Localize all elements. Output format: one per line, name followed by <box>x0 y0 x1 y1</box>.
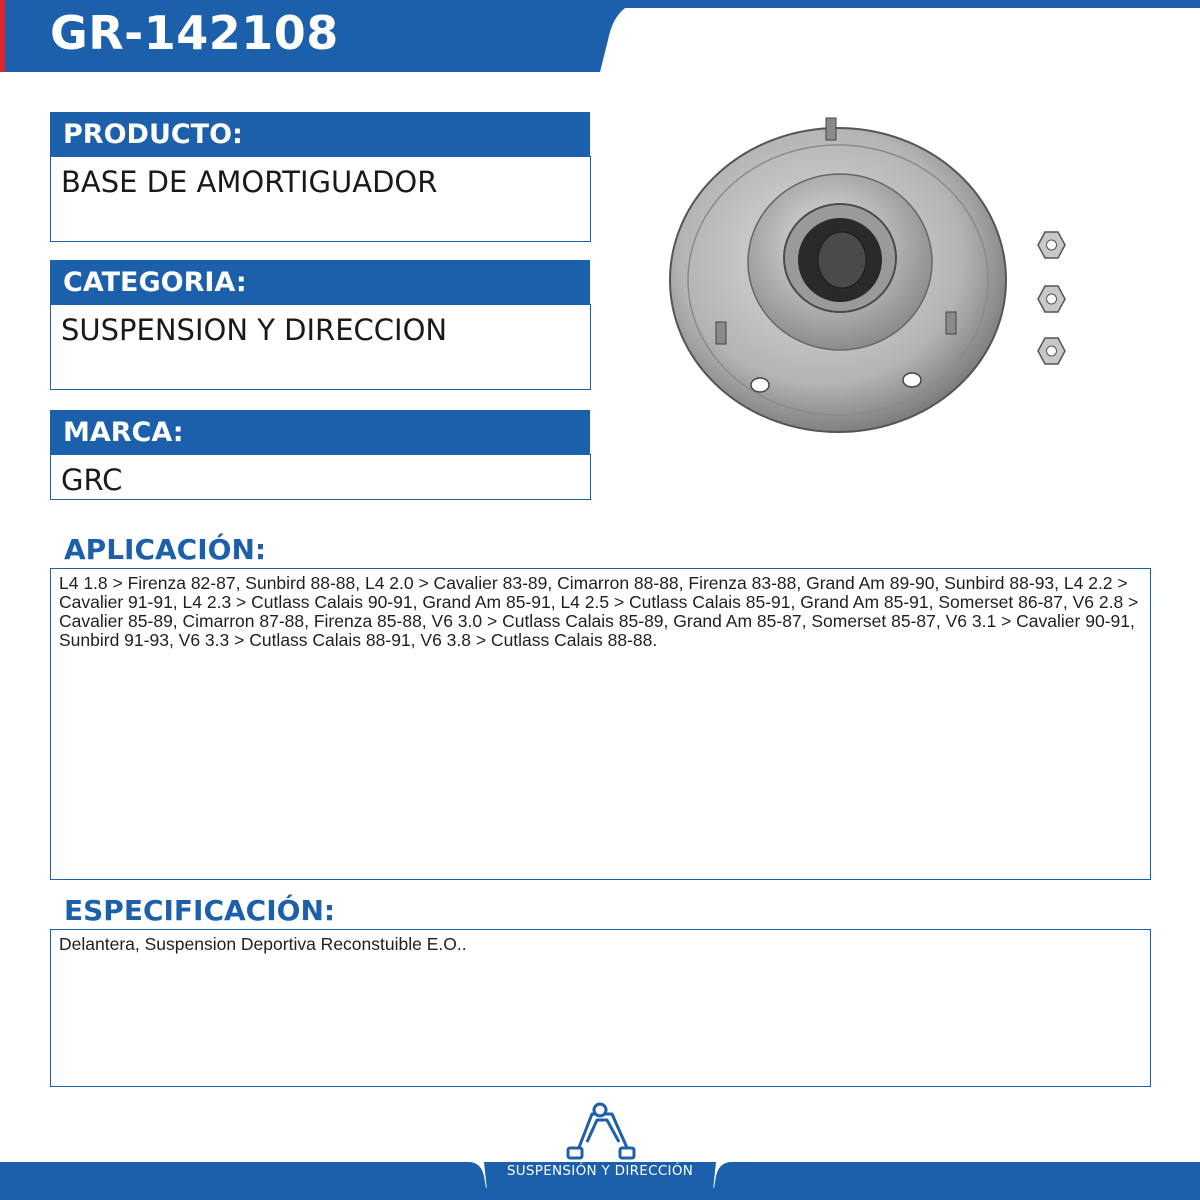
aplicacion-title: APLICACIÓN: <box>64 533 267 566</box>
especificacion-title: ESPECIFICACIÓN: <box>64 894 336 927</box>
product-sku: GR-142108 <box>50 6 339 60</box>
footer-banner <box>0 1100 1200 1200</box>
marca-label: MARCA: <box>50 410 590 454</box>
marca-value-box <box>50 454 591 500</box>
producto-value-box <box>50 156 591 242</box>
control-arm-icon <box>568 1104 634 1158</box>
header-red-accent <box>0 0 5 72</box>
producto-label: PRODUCTO: <box>50 112 590 156</box>
aplicacion-text: L4 1.8 > Firenza 82-87, Sunbird 88-88, L4 2.0 > Cavalier 83-89, Cimarron 88-88, Firenza 83-88, Grand Am 89-90, Sunbird 88-93, L4 2.2 > Cavalier 91-91, L4 2.3 > Cutlass Calais 90-91, Grand Am 85-91, L4 2.5 > Cutlass Calais 85-91, Grand Am 85-91, Somerset 86-87, V6 2.8 > Cavalier 85-89, Cimarron 87-88, Firenza 85-88, V6 3.0 > Cutlass Calais 85-89, Grand Am 85-87, Somerset 85-87, V6 3.1 > Cavalier 90-91, Sunbird 91-93, V6 3.3 > Cutlass Calais 88-91, V6 3.8 > Cutlass Calais 88-88. <box>50 568 1151 880</box>
especificacion-text: Delantera, Suspension Deportiva Reconstuible E.O.. <box>50 929 1151 1087</box>
categoria-label: CATEGORIA: <box>50 260 590 304</box>
categoria-value: SUSPENSION Y DIRECCION <box>61 313 448 347</box>
marca-value: GRC <box>61 463 123 497</box>
producto-value: BASE DE AMORTIGUADOR <box>61 165 438 199</box>
product-image <box>660 110 1080 440</box>
categoria-value-box <box>50 304 591 390</box>
footer-category-label: SUSPENSIÓN Y DIRECCIÓN <box>506 1163 694 1179</box>
